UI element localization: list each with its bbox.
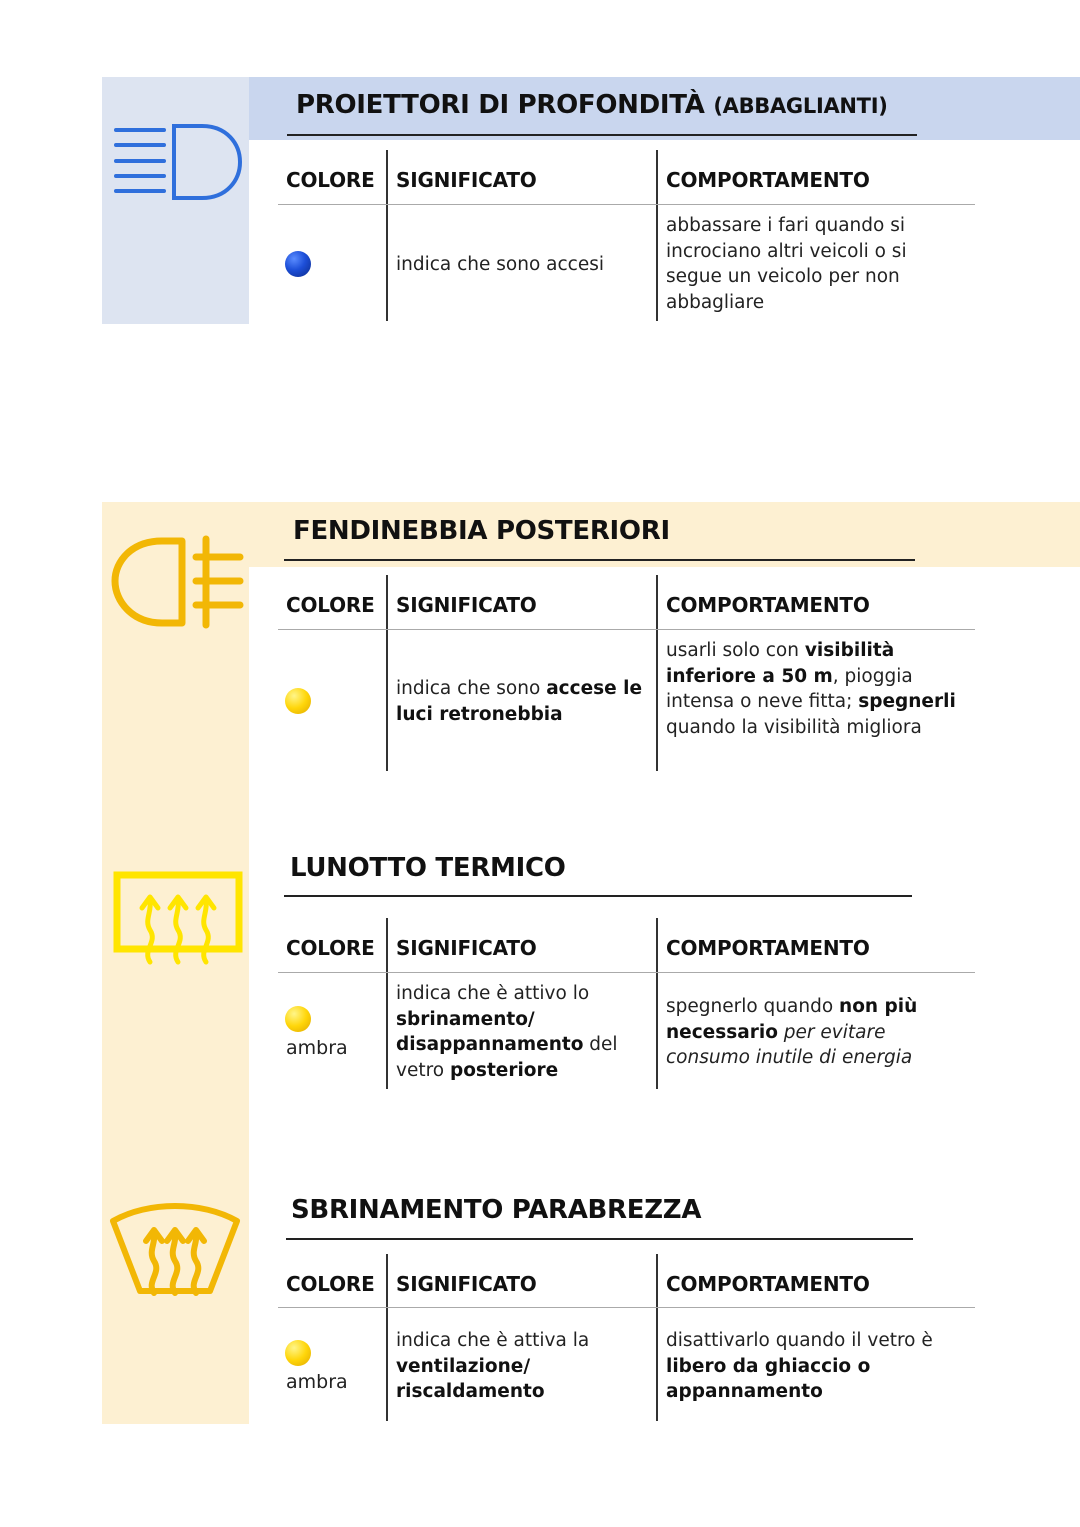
column-divider [386, 1254, 388, 1421]
rear-fog-light-icon [110, 533, 246, 629]
color-dot-yellow [285, 688, 311, 714]
header-divider [278, 1307, 975, 1308]
significato-cell: indica che sono accese le luci retronebbia [396, 678, 643, 725]
color-dot-yellow [285, 1340, 311, 1366]
section-title: PROIETTORI DI PROFONDITÀ (ABBAGLIANTI) [296, 90, 888, 120]
header-significato: SIGNIFICATO [396, 168, 537, 192]
significato-cell: indica che è attivo lo sbrinamento/ disappannamento del vetro posteriore [396, 983, 618, 1081]
column-divider [656, 1254, 658, 1421]
color-label: ambra [286, 1371, 348, 1393]
title-underline [284, 559, 915, 561]
rear-window-defrost-icon [112, 870, 244, 968]
high-beam-icon [112, 120, 248, 204]
column-divider [386, 150, 388, 321]
header-comportamento: COMPORTAMENTO [666, 1272, 870, 1296]
header-colore: COLORE [286, 936, 375, 960]
significato-cell: indica che sono accesi [396, 254, 605, 275]
column-divider [386, 918, 388, 1089]
header-significato: SIGNIFICATO [396, 936, 537, 960]
title-underline [287, 134, 917, 136]
significato-cell: indica che è attiva la ventilazione/ riscaldamento [396, 1330, 590, 1402]
column-divider [656, 150, 658, 321]
section-title: LUNOTTO TERMICO [290, 853, 566, 883]
comportamento-cell: abbassare i fari quando si incrociano altri veicoli o si segue un veicolo per non abbagliare [666, 215, 907, 313]
header-comportamento: COMPORTAMENTO [666, 593, 870, 617]
header-divider [278, 204, 975, 205]
title-underline [286, 1238, 913, 1240]
section-title: SBRINAMENTO PARABREZZA [291, 1195, 702, 1225]
column-divider [386, 575, 388, 771]
header-significato: SIGNIFICATO [396, 593, 537, 617]
comportamento-cell: usarli solo con visibilità inferiore a 50 m, pioggia intensa o neve fitta; spegnerli quando la visibilità migliora [666, 640, 956, 738]
column-divider [656, 918, 658, 1089]
header-divider [278, 972, 975, 973]
color-dot-yellow [285, 1006, 311, 1032]
column-divider [656, 575, 658, 771]
title-underline [284, 895, 912, 897]
comportamento-cell: disattivarlo quando il vetro è libero da ghiaccio o appannamento [666, 1330, 933, 1402]
color-dot-blue [285, 251, 311, 277]
color-label: ambra [286, 1037, 348, 1059]
header-comportamento: COMPORTAMENTO [666, 168, 870, 192]
header-colore: COLORE [286, 593, 375, 617]
header-colore: COLORE [286, 168, 375, 192]
windshield-defrost-icon [108, 1203, 242, 1299]
comportamento-cell: spegnerlo quando non più necessario per evitare consumo inutile di energia [666, 996, 918, 1068]
header-colore: COLORE [286, 1272, 375, 1296]
section-title: FENDINEBBIA POSTERIORI [293, 516, 670, 546]
header-comportamento: COMPORTAMENTO [666, 936, 870, 960]
header-divider [278, 629, 975, 630]
header-significato: SIGNIFICATO [396, 1272, 537, 1296]
